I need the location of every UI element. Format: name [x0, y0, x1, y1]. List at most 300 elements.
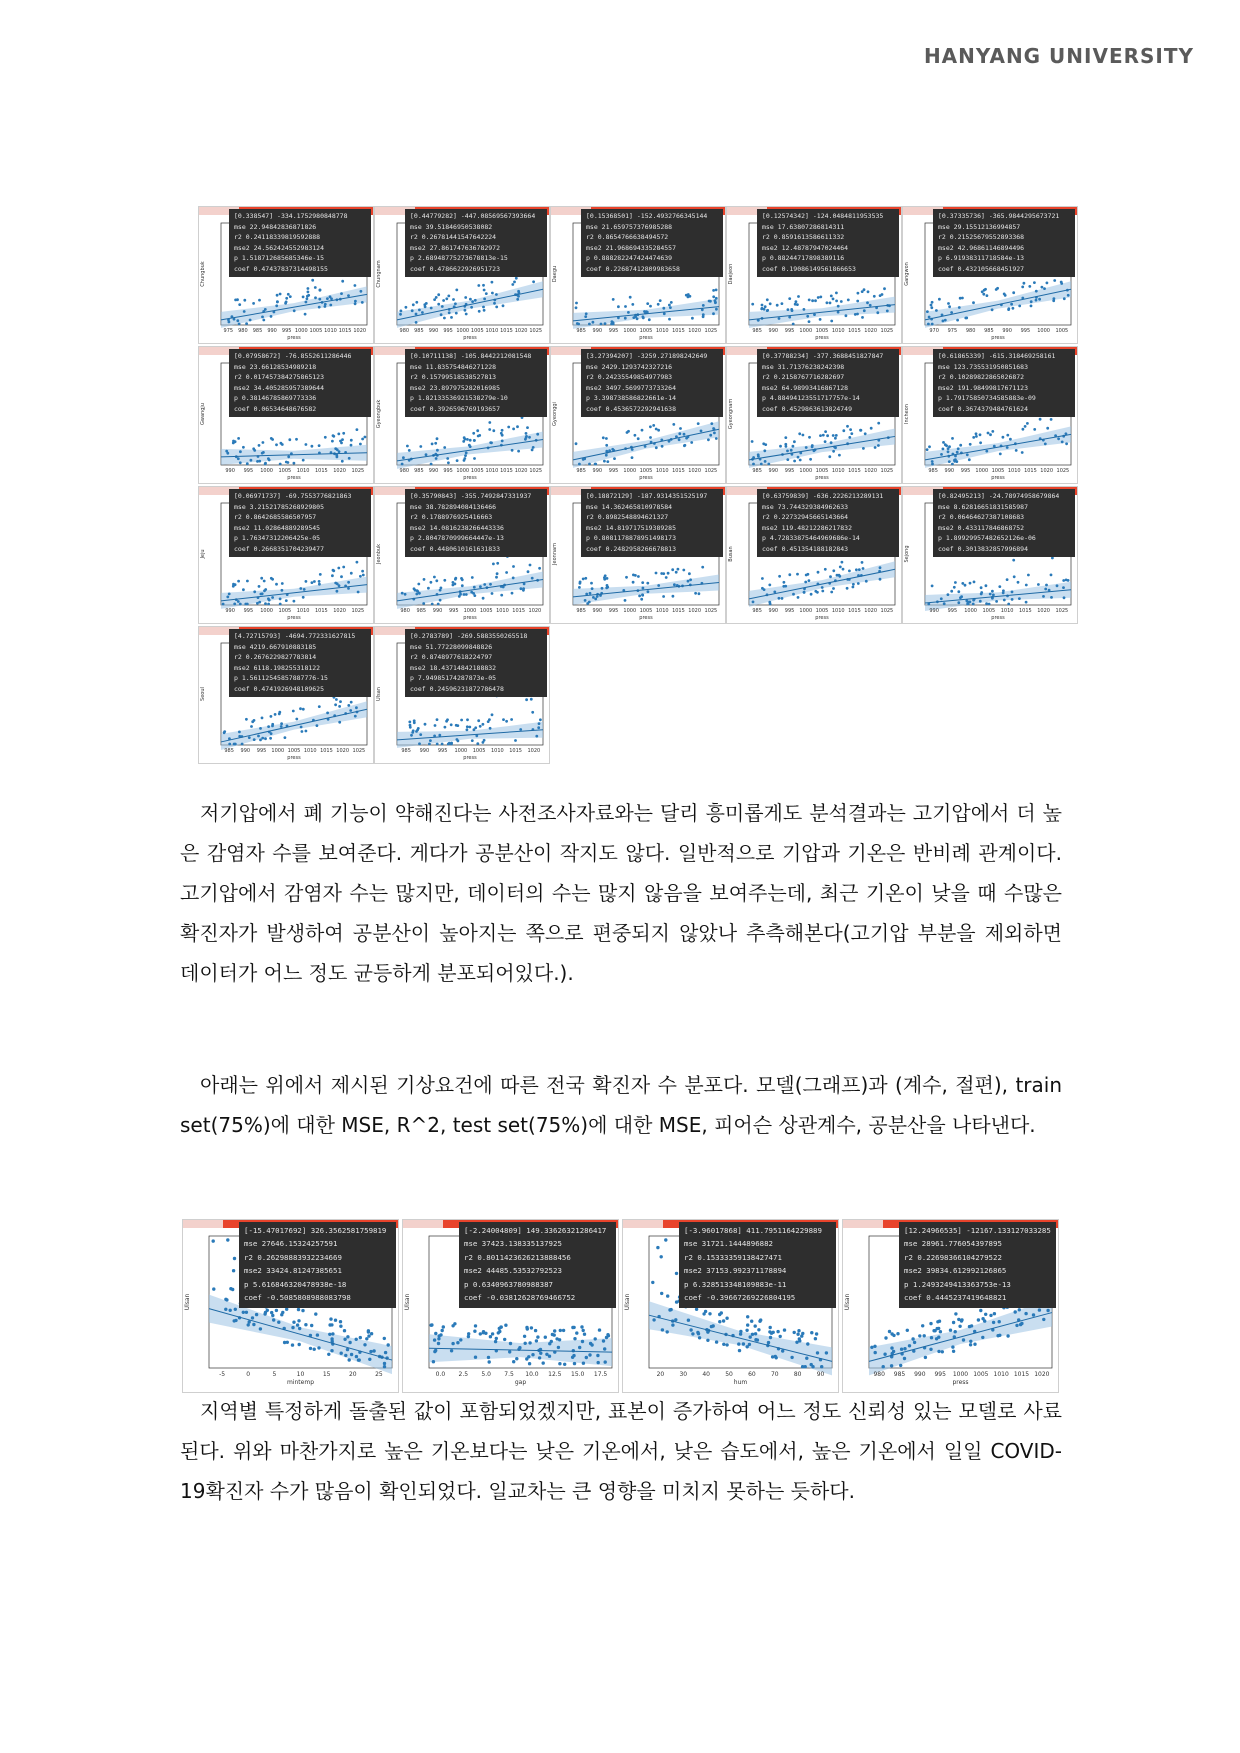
data-point: [331, 574, 334, 577]
data-point: [661, 445, 664, 448]
data-point: [229, 1287, 232, 1290]
stats-line: p 6.328513348109883e-11: [684, 1279, 787, 1289]
data-point: [589, 592, 592, 595]
data-point: [307, 287, 310, 290]
regression-stats-panel: [405, 489, 547, 557]
data-point: [537, 726, 540, 729]
stats-line: p 1.82133536921538279e-10: [410, 394, 508, 402]
x-axis-label: press: [287, 475, 301, 481]
data-point: [886, 310, 889, 313]
stats-line: coef 0.06534648676582: [234, 404, 317, 413]
data-point: [820, 1365, 823, 1368]
data-point: [660, 1292, 663, 1295]
stats-line: mse2 11.02864889289545: [234, 523, 321, 532]
data-point: [515, 277, 518, 280]
data-point: [328, 1333, 331, 1336]
x-axis-label: press: [639, 615, 653, 621]
stats-line: [0.37788234] -377.3688451827847: [762, 352, 884, 360]
data-point: [979, 1309, 982, 1312]
data-point: [584, 599, 587, 602]
data-point: [262, 441, 265, 444]
data-point: [435, 457, 438, 460]
x-tick-label: 1015: [512, 608, 526, 614]
data-point: [460, 719, 463, 722]
data-point: [953, 586, 956, 589]
data-point: [759, 1318, 762, 1321]
data-point: [944, 443, 947, 446]
data-point: [238, 303, 241, 306]
stats-line: p 0.88244717898389116: [762, 254, 845, 262]
data-point: [874, 446, 877, 449]
stats-line: coef 0.451354188182843: [762, 544, 849, 553]
data-point: [428, 743, 431, 746]
stats-line: p 1.518712685685346e-15: [234, 254, 325, 262]
x-tick-label: 1015: [1024, 468, 1037, 474]
data-point: [877, 422, 880, 425]
stats-line: [0.63759839] -636.2226213289131: [762, 492, 884, 500]
x-tick-label: 40: [702, 1371, 711, 1378]
x-tick-label: 985: [752, 328, 762, 334]
data-point: [605, 454, 608, 457]
data-point: [520, 587, 523, 590]
data-point: [906, 1329, 909, 1332]
data-point: [824, 568, 827, 571]
data-point: [488, 1360, 491, 1363]
data-point: [337, 567, 340, 570]
data-point: [354, 284, 357, 287]
data-point: [785, 445, 788, 448]
data-point: [957, 447, 960, 450]
data-point: [746, 1323, 749, 1326]
data-point: [594, 1337, 597, 1340]
data-point: [477, 284, 480, 287]
data-point: [305, 443, 308, 446]
data-point: [252, 1323, 255, 1326]
data-point: [343, 1338, 346, 1341]
data-point: [911, 1337, 914, 1340]
data-point: [489, 1335, 492, 1338]
data-point: [767, 463, 770, 466]
data-point: [491, 713, 494, 716]
data-point: [1044, 588, 1047, 591]
data-point: [890, 1364, 893, 1367]
data-point: [360, 290, 363, 293]
x-tick-label: 995: [608, 328, 619, 334]
data-point: [790, 1356, 793, 1359]
data-point: [679, 427, 682, 430]
data-point: [701, 566, 704, 569]
data-point: [998, 1320, 1001, 1323]
x-tick-label: 1000: [294, 328, 308, 334]
data-point: [1065, 442, 1068, 445]
data-point: [669, 306, 672, 309]
stats-line: coef -0.39667269226804195: [684, 1293, 796, 1303]
data-point: [846, 425, 849, 428]
data-point: [668, 304, 671, 307]
data-point: [261, 316, 264, 319]
stats-line: r2 0.8011423626213888456: [464, 1252, 571, 1262]
data-point: [931, 463, 934, 466]
data-point: [318, 580, 321, 583]
stats-line: coef 0.432105668451927: [938, 264, 1025, 273]
y-axis-label: Gwangju: [200, 403, 206, 425]
x-tick-label: 970: [929, 328, 939, 334]
data-point: [423, 303, 426, 306]
x-tick-label: 1020: [514, 468, 528, 474]
data-point: [808, 579, 811, 582]
data-point: [350, 701, 353, 704]
data-point: [1035, 290, 1038, 293]
data-point: [465, 452, 468, 455]
x-tick-label: 1000: [623, 468, 637, 474]
data-point: [402, 456, 405, 459]
data-point: [419, 733, 422, 736]
stats-line: p 5.616846320478938e-18: [244, 1279, 347, 1289]
data-point: [999, 453, 1002, 456]
data-point: [491, 292, 494, 295]
data-point: [890, 1346, 893, 1349]
data-point: [739, 1330, 742, 1333]
data-point: [970, 1324, 973, 1327]
x-axis-label: press: [463, 475, 477, 481]
data-point: [624, 305, 627, 308]
x-tick-label: 1010: [993, 1371, 1009, 1378]
data-point: [405, 306, 408, 309]
y-axis-label: Gyeongnam: [728, 398, 734, 430]
x-tick-label: 1020: [688, 468, 702, 474]
data-point: [432, 1360, 435, 1363]
regression-figure: [198, 206, 374, 344]
data-point: [629, 296, 632, 299]
data-point: [285, 1308, 288, 1311]
data-point: [359, 575, 362, 578]
data-point: [956, 451, 959, 454]
data-point: [959, 444, 962, 447]
data-point: [232, 1269, 235, 1272]
data-point: [283, 1341, 286, 1344]
data-point: [671, 568, 674, 571]
regression-figure: [374, 626, 550, 764]
x-tick-label: 50: [725, 1371, 733, 1378]
data-point: [228, 743, 231, 746]
data-point: [903, 1357, 906, 1360]
data-point: [545, 1353, 548, 1356]
stats-line: r2 0.22698366104279522: [904, 1252, 1002, 1262]
stats-line: r2 0.1788976925416663: [410, 513, 493, 521]
data-point: [471, 739, 474, 742]
data-point: [335, 454, 338, 457]
x-tick-label: 995: [437, 748, 448, 754]
y-axis-label: Ulsan: [404, 1293, 411, 1311]
data-point: [832, 569, 835, 572]
data-point: [973, 581, 976, 584]
data-point: [275, 1309, 278, 1312]
data-point: [804, 581, 807, 584]
data-point: [349, 709, 352, 712]
data-point: [233, 1257, 236, 1260]
regression-stats-panel: [757, 489, 899, 557]
y-axis-label: Gangwon: [904, 262, 910, 286]
data-point: [921, 1324, 924, 1327]
data-point: [947, 302, 950, 305]
stats-line: mse 39.51846950538082: [410, 222, 493, 231]
data-point: [1028, 285, 1031, 288]
data-point: [749, 1335, 752, 1338]
data-point: [861, 561, 864, 564]
data-point: [536, 433, 539, 436]
x-tick-label: 15.0: [571, 1371, 585, 1378]
regression-figure: [198, 626, 374, 764]
data-point: [459, 1338, 462, 1341]
data-point: [445, 297, 448, 300]
x-tick-label: 995: [784, 328, 795, 334]
data-point: [660, 1255, 663, 1258]
data-point: [930, 1336, 933, 1339]
data-point: [334, 1319, 337, 1322]
x-tick-label: 995: [443, 468, 453, 474]
x-tick-label: 1005: [815, 328, 829, 334]
data-point: [627, 430, 630, 433]
data-point: [456, 724, 459, 727]
data-point: [307, 294, 310, 297]
regression-stats-panel: [581, 489, 723, 557]
data-point: [467, 1332, 470, 1335]
data-point: [958, 306, 961, 309]
data-point: [479, 1332, 482, 1335]
x-tick-label: 1000: [260, 608, 273, 614]
data-point: [515, 1357, 518, 1360]
data-point: [434, 442, 437, 445]
data-point: [715, 297, 718, 300]
data-point: [664, 1238, 667, 1241]
data-point: [944, 319, 947, 322]
stats-line: [0.35790843] -355.7492847331937: [410, 492, 532, 500]
x-tick-label: 990: [914, 1371, 926, 1378]
data-point: [451, 1324, 454, 1327]
data-point: [433, 1350, 436, 1353]
regression-stats-panel: [239, 1222, 396, 1308]
data-point: [443, 579, 446, 582]
data-point: [624, 317, 627, 320]
data-point: [500, 594, 503, 597]
data-point: [642, 587, 645, 590]
stats-line: [0.82495213] -24.78974958679864: [938, 492, 1060, 500]
data-point: [784, 585, 787, 588]
regression-stats-panel: [229, 209, 371, 277]
data-point: [267, 603, 270, 606]
data-point: [275, 443, 278, 446]
data-point: [707, 438, 710, 441]
x-tick-label: 985: [414, 328, 424, 334]
data-point: [318, 306, 321, 309]
data-point: [383, 1362, 386, 1365]
x-tick-label: 1025: [704, 328, 718, 334]
stats-line: p 2.68948775273678813e-15: [410, 254, 508, 262]
data-point: [631, 448, 634, 451]
stats-line: [0.12574342] -124.0484811953535: [762, 212, 884, 220]
data-point: [1003, 293, 1006, 296]
stats-line: p 6.91938311718584e-13: [938, 254, 1025, 262]
data-point: [505, 571, 508, 574]
regression-stats-panel: [933, 489, 1075, 557]
data-point: [263, 1312, 266, 1315]
data-point: [489, 727, 492, 730]
data-point: [761, 577, 764, 580]
data-point: [264, 588, 267, 591]
data-point: [722, 1343, 725, 1346]
data-point: [440, 313, 443, 316]
x-tick-label: 1015: [320, 748, 333, 754]
data-point: [936, 1327, 939, 1330]
data-point: [328, 1323, 331, 1326]
data-point: [468, 444, 471, 447]
regression-figure: [550, 206, 726, 344]
data-point: [983, 1319, 986, 1322]
x-tick-label: 990: [768, 468, 779, 474]
data-point: [582, 1329, 585, 1332]
data-point: [363, 1343, 366, 1346]
data-point: [473, 1330, 476, 1333]
data-point: [924, 1356, 927, 1359]
stats-line: r2 0.15799518538527813: [410, 373, 497, 381]
data-point: [253, 738, 256, 741]
data-point: [466, 718, 469, 721]
data-point: [291, 1326, 294, 1329]
x-tick-label: 1015: [672, 468, 685, 474]
data-point: [931, 585, 934, 588]
data-point: [418, 309, 421, 312]
data-point: [302, 296, 305, 299]
data-point: [237, 437, 240, 440]
data-point: [961, 297, 964, 300]
data-point: [972, 436, 975, 439]
data-point: [948, 305, 951, 308]
data-point: [434, 724, 437, 727]
data-point: [752, 463, 755, 466]
data-point: [821, 586, 824, 589]
data-point: [651, 1281, 654, 1284]
data-point: [691, 317, 694, 320]
data-point: [355, 1338, 358, 1341]
data-point: [531, 577, 534, 580]
data-point: [493, 302, 496, 305]
data-point: [270, 437, 273, 440]
data-point: [762, 442, 765, 445]
data-point: [832, 298, 835, 301]
x-tick-label: 990: [240, 748, 251, 754]
data-point: [793, 460, 796, 463]
data-point: [954, 1330, 957, 1333]
data-point: [790, 449, 793, 452]
x-tick-label: 1015: [672, 328, 685, 334]
stats-line: r2 0.21525679552893368: [938, 233, 1025, 241]
x-tick-label: 990: [428, 328, 439, 334]
x-tick-label: 25: [375, 1371, 383, 1378]
data-point: [466, 728, 469, 731]
data-point: [472, 432, 475, 435]
data-point: [489, 441, 492, 444]
data-point: [224, 1298, 227, 1301]
data-point: [803, 591, 806, 594]
data-point: [808, 436, 811, 439]
data-point: [342, 566, 345, 569]
data-point: [304, 1323, 307, 1326]
data-point: [261, 717, 264, 720]
data-point: [259, 739, 262, 742]
data-point: [641, 593, 644, 596]
data-point: [873, 1345, 876, 1348]
data-point: [416, 590, 419, 593]
x-tick-label: 7.5: [504, 1371, 514, 1378]
data-point: [627, 311, 630, 314]
data-point: [528, 436, 531, 439]
stats-line: mse 31721.1444896882: [684, 1239, 773, 1249]
data-point: [280, 442, 283, 445]
data-point: [952, 1350, 955, 1353]
x-tick-label: 1000: [623, 608, 637, 614]
data-point: [339, 1320, 342, 1323]
data-point: [937, 1336, 940, 1339]
data-point: [793, 1331, 796, 1334]
x-tick-label: 1000: [271, 748, 285, 754]
data-point: [361, 438, 364, 441]
data-point: [301, 1309, 304, 1312]
data-point: [835, 300, 838, 303]
data-point: [359, 443, 362, 446]
stats-line: r2 0.24235549854977983: [586, 373, 673, 381]
data-point: [869, 304, 872, 307]
data-point: [640, 598, 643, 601]
data-point: [795, 1341, 798, 1344]
data-point: [796, 303, 799, 306]
data-point: [745, 1329, 748, 1332]
data-point: [589, 1342, 592, 1345]
data-point: [805, 446, 808, 449]
data-point: [801, 1332, 804, 1335]
data-point: [260, 577, 263, 580]
data-point: [689, 578, 692, 581]
data-point: [953, 459, 956, 462]
data-point: [835, 292, 838, 295]
x-tick-label: 1010: [324, 328, 337, 334]
regression-stats-panel: [229, 349, 371, 417]
x-tick-label: 1010: [655, 468, 669, 474]
data-point: [299, 587, 302, 590]
data-point: [512, 577, 515, 580]
data-point: [857, 292, 860, 295]
data-point: [262, 319, 265, 322]
x-tick-label: 1025: [1055, 608, 1069, 614]
data-point: [855, 568, 858, 571]
x-tick-label: 1020: [1037, 608, 1050, 614]
data-point: [842, 429, 845, 432]
data-point: [302, 596, 305, 599]
stats-line: mse 21.659757376985288: [586, 222, 673, 231]
x-tick-label: 995: [608, 608, 619, 614]
data-point: [226, 596, 229, 599]
data-point: [305, 301, 308, 304]
national-figures-row: [182, 1219, 1062, 1391]
data-point: [606, 577, 609, 580]
data-point: [637, 575, 640, 578]
data-point: [661, 1328, 664, 1331]
data-point: [819, 434, 822, 437]
data-point: [637, 437, 640, 440]
data-point: [280, 725, 283, 728]
data-point: [977, 1318, 980, 1321]
data-point: [761, 304, 764, 307]
data-point: [605, 587, 608, 590]
